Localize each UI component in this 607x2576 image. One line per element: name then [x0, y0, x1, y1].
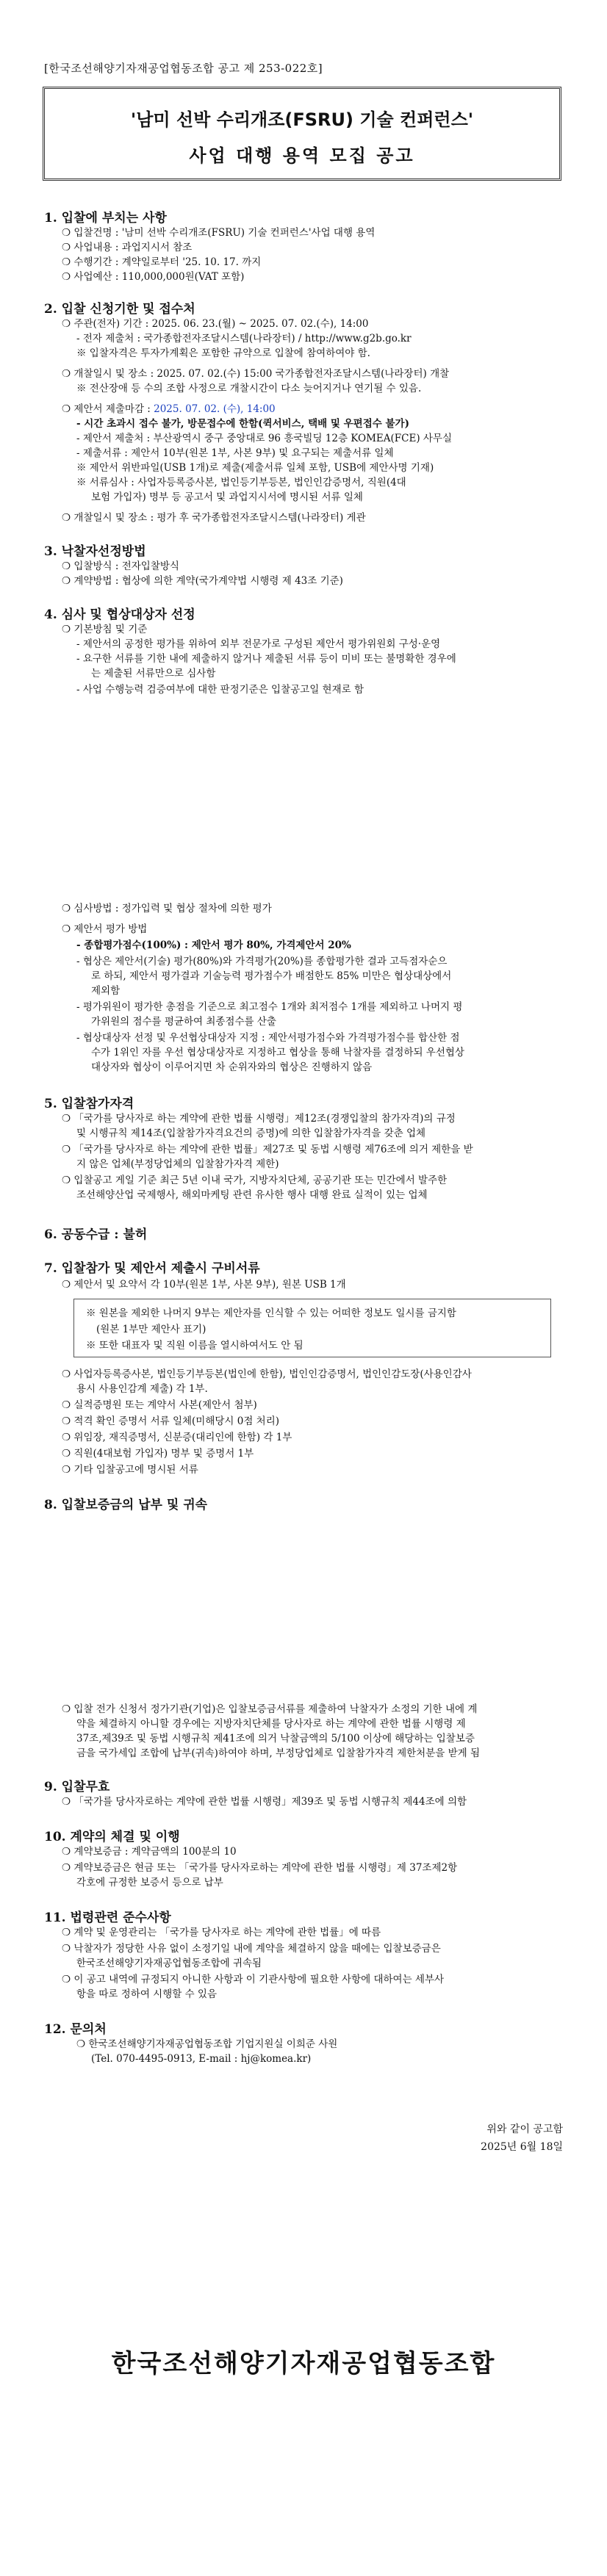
s4-line: 로 하되, 제안서 평가결과 기술능력 평가점수가 배점한도 85% 미만은 협상대상에서 [91, 970, 452, 982]
s2-line: - 제안서 제출처 : 부산광역시 중구 중앙대로 96 흥국빌딩 12층 KOMEA(FCE) 사무실 [76, 433, 452, 444]
section-12-heading: 12. 문의처 [44, 2022, 107, 2037]
s4-line: - 요구한 서류를 기한 내에 제출하지 않거나 제출된 서류 등이 미비 또는 불명확한 경우에 [76, 653, 456, 665]
note-line: ※ 또한 대표자 및 직원 이름을 열시하여서도 안 됨 [86, 1340, 304, 1352]
s10-line: 각호에 규정한 보증서 등으로 납부 [76, 1877, 223, 1888]
s10-line: ❍ 계약보증금은 현금 또는 「국가를 당사자로하는 계약에 관한 법률 시행령」제 37조제2항 [62, 1862, 458, 1874]
s4-line: - 협상은 제안서(기술) 평가(80%)와 가격평가(20%)를 종합평가한 결과 고득점자순으 [76, 956, 448, 967]
s7-line: ❍ 적격 확인 증명서 서류 일체(미해당시 0점 처리) [62, 1415, 280, 1427]
s4-line: ❍ 심사방법 : 정가입력 및 협상 절차에 의한 평가 [62, 903, 272, 914]
s1-item: ❍ 사업내용 : 과업지시서 참조 [62, 242, 193, 253]
s1-item: ❍ 입찰건명 : '남미 선박 수리개조(FSRU) 기술 컨퍼런스'사업 대행 용역 [62, 227, 376, 239]
section-6-heading: 6. 공동수급 : 불허 [44, 1227, 148, 1242]
s2-line: 보험 가입자) 명부 등 공고서 및 과업지시서에 명시된 서류 일체 [91, 491, 363, 503]
section-9-heading: 9. 입찰무효 [44, 1780, 110, 1794]
s7-line: ❍ 제안서 및 요약서 각 10부(원본 1부, 사본 9부), 원본 USB 1개 [62, 1279, 346, 1291]
title-box [43, 87, 561, 181]
s5-line: ❍ 「국가를 당사자로 하는 계약에 관한 법률 시행령」제12조(경쟁입찰의 참가자격)의 규정 [62, 1113, 456, 1125]
organization-name: 한국조선해양기자재공업협동조합 [111, 2349, 496, 2378]
s11-line: 항을 따로 정하여 시행할 수 있음 [76, 1988, 217, 2000]
s4-line: 는 제출된 서류만으로 심사함 [91, 668, 216, 679]
s2-line: ※ 전산장애 등 수의 조합 사정으로 개찰시간이 다소 늦어지거나 연기될 수 있음. [76, 383, 422, 394]
note-line: ※ 원본을 제외한 나머지 9부는 제안자를 인식할 수 있는 어떠한 정보도 일시를 금지함 [86, 1307, 456, 1319]
s4-line: 가위원의 점수를 평균하여 최종점수를 산출 [91, 1016, 276, 1028]
notice-date: 2025년 6월 18일 [481, 2141, 563, 2153]
s1-item: ❍ 수행기간 : 계약일로부터 '25. 10. 17. 까지 [62, 256, 262, 268]
submission-note-box [73, 1299, 551, 1357]
s3-line: ❍ 입찰방식 : 전자입찰방식 [62, 560, 179, 572]
s4-line: ❍ 기본방침 및 기준 [62, 624, 148, 635]
s7-line: ❍ 사업자등록증사본, 법인등기부등본(법인에 한함), 법인인감증명서, 법인인감도장(사용인감사 [62, 1368, 472, 1380]
s11-line: ❍ 낙찰자가 정당한 사유 없이 소정기일 내에 계약을 체결하지 않을 때에는 입찰보증금은 [62, 1943, 441, 1955]
s2-line: - 제출서류 : 제안서 10부(원본 1부, 사본 9부) 및 요구되는 제출서류 일체 [76, 447, 394, 459]
s11-line: ❍ 계약 및 운영관리는 「국가를 당사자로 하는 계약에 관한 법률」에 따름 [62, 1927, 381, 1938]
s4-line: - 협상대상자 선정 및 우선협상대상자 지정 : 제안서평가점수와 가격평가점수를 합산한 점 [76, 1032, 460, 1044]
title-line-1: '남미 선박 수리개조(FSRU) 기술 컨퍼런스' [130, 109, 474, 130]
s1-item: ❍ 사업예산 : 110,000,000원(VAT 포함) [62, 271, 245, 283]
s2-line: - 시간 초과시 접수 불가, 방문접수에 한함(퀵서비스, 택배 및 우편접수 불가) [76, 418, 409, 430]
s8-line: ❍ 입찰 전가 신청서 정가기관(기업)은 입찰보증금서류를 제출하여 낙찰자가 소정의 기한 내에 계 [62, 1703, 478, 1715]
section-3-heading: 3. 낙찰자선정방법 [44, 544, 146, 559]
s7-line: ❍ 실적증명원 또는 계약서 사본(제안서 첨부) [62, 1399, 257, 1411]
s5-line: ❍ 「국가를 당사자로 하는 계약에 관한 법률」제27조 및 동법 시행령 제76조에 의거 제한을 받 [62, 1144, 473, 1155]
s7-line: ❍ 직원(4대보험 가입자) 명부 및 증명서 1부 [62, 1448, 254, 1460]
s2-deadline: ❍ 제안서 제출마감 : 2025. 07. 02. (수), 14:00 [62, 403, 276, 415]
section-11-heading: 11. 법령관련 준수사항 [44, 1911, 171, 1925]
s5-line: 조선해양산업 국제행사, 해외마케팅 관련 유사한 행사 대행 완료 실적이 있는 업체 [76, 1189, 428, 1201]
s11-line: 한국조선해양기자재공업협동조합에 귀속됨 [76, 1958, 262, 1969]
s8-line: 약을 체결하지 아니할 경우에는 지방자치단체를 당사자로 하는 계약에 관한 법률 시행령 제 [76, 1718, 466, 1730]
s5-line: ❍ 입찰공고 게일 기준 최근 5년 이내 국가, 지방자치단체, 공공기관 또는 민간에서 발주한 [62, 1175, 448, 1186]
s2-line: ❍ 개찰일시 및 장소 : 2025. 07. 02.(수) 15:00 국가종합전자조달시스템(나라장터) 개찰 [62, 368, 450, 380]
s7-line: 용시 사용인감계 제출) 각 1부. [76, 1383, 208, 1395]
section-8-heading: 8. 입찰보증금의 납부 및 귀속 [44, 1498, 208, 1512]
note-line: (원본 1부만 제안사 표기) [96, 1324, 206, 1335]
s4-line: - 사업 수행능력 검증여부에 대한 판정기준은 입찰공고일 현재로 함 [76, 684, 364, 696]
closing-text: 위와 같이 공고함 [486, 2124, 563, 2135]
section-2-heading: 2. 입찰 신청기한 및 접수처 [44, 302, 195, 317]
title-line-2: 사업 대행 용역 모집 공고 [189, 145, 415, 166]
s2-line: ❍ 주관(전자) 기간 : 2025. 06. 23.(월) ~ 2025. 07. 02.(수), 14:00 [62, 318, 369, 330]
s2-line: ❍ 개찰일시 및 장소 : 평가 후 국가종합전자조달시스템(나라장터) 게관 [62, 512, 366, 524]
s4-line: ❍ 제안서 평가 방법 [62, 923, 148, 935]
s4-line: 제외함 [91, 985, 121, 997]
section-7-heading: 7. 입찰참가 및 제안서 제출시 구비서류 [44, 1261, 260, 1276]
s2-line: ※ 입찰자격은 투자가계획은 포함한 규약으로 입찰에 참여하여야 함. [76, 347, 370, 359]
s4-line: 수가 1위인 자를 우선 협상대상자로 지정하고 협상을 통해 낙찰자를 결정하되 우선협상 [91, 1047, 464, 1058]
section-10-heading: 10. 계약의 체결 및 이행 [44, 1830, 180, 1844]
s4-line: 대상자와 협상이 이루어지면 차 순위자와의 협상은 진행하지 않음 [91, 1061, 373, 1073]
s7-line: ❍ 위임장, 재직증명서, 신분증(대리인에 한함) 각 1부 [62, 1432, 292, 1443]
s7-line: ❍ 기타 입찰공고에 명시된 서류 [62, 1464, 198, 1476]
s4-line: - 평가위원이 평가한 총점을 기준으로 최고점수 1개와 최저점수 1개를 제외하고 나머지 평 [76, 1001, 463, 1013]
s5-line: 및 시행규칙 제14조(입찰참가자격요건의 증명)에 의한 입찰참가자격을 갖춘 업체 [76, 1128, 426, 1139]
s2-line: ※ 제안서 위반파일(USB 1개)로 제출(제출서류 일체 포함, USB에 제안사명 기재) [76, 462, 434, 474]
s11-line: ❍ 이 공고 내역에 규정되지 아니한 사항과 이 기관사항에 필요한 사항에 대하여는 세부사 [62, 1974, 445, 1985]
s8-line: 37조,제39조 및 동법 시행규칙 제41조에 의거 낙찰금액의 5/100 이상에 해당하는 입찰보증 [76, 1733, 475, 1745]
notice-number: [한국조선해양기자재공업협동조합 공고 제 253-022호] [44, 62, 323, 75]
section-1-heading: 1. 입찰에 부치는 사항 [44, 211, 167, 226]
s4-line: - 제안서의 공정한 평가를 위하여 외부 전문가로 구성된 제안서 평가위원회 구성·운영 [76, 638, 441, 650]
contact-line: (Tel. 070-4495-0913, E-mail : hj@komea.kr) [91, 2053, 312, 2065]
s4-line: - 종합평가점수(100%) : 제안서 평가 80%, 가격제안서 20% [76, 939, 351, 951]
s8-line: 금을 국가세입 조합에 납부(귀속)하여야 하며, 부정당업체로 입찰참가자격 제한처분을 받게 됨 [76, 1747, 481, 1759]
s3-line: ❍ 계약방법 : 협상에 의한 계약(국가계약법 시행령 제 43조 기준) [62, 575, 343, 587]
s9-line: ❍ 「국가를 당사자로하는 계약에 관한 법률 시행령」제39조 및 동법 시행규칙 제44조에 의함 [62, 1796, 467, 1808]
s10-line: ❍ 계약보증금 : 계약금액의 100분의 10 [62, 1846, 237, 1858]
contact-line: ❍ 한국조선해양기자재공업협동조합 기업지원실 이희준 사원 [76, 2038, 338, 2050]
section-5-heading: 5. 입찰참가자격 [44, 1097, 134, 1111]
s5-line: 지 않은 업체(부정당업체의 입찰참가자격 제한) [76, 1158, 279, 1170]
s2-line: ※ 서류심사 : 사업자등록증사본, 법인등기부등본, 법인인감증명서, 직원(4대 [76, 477, 406, 488]
section-4-heading: 4. 심사 및 협상대상자 선정 [44, 607, 195, 622]
s2-line: - 전자 제출처 : 국가종합전자조달시스템(나라장터) / http://www.g2b.go.kr [76, 333, 412, 344]
deadline-value: 2025. 07. 02. (수), 14:00 [154, 403, 276, 415]
